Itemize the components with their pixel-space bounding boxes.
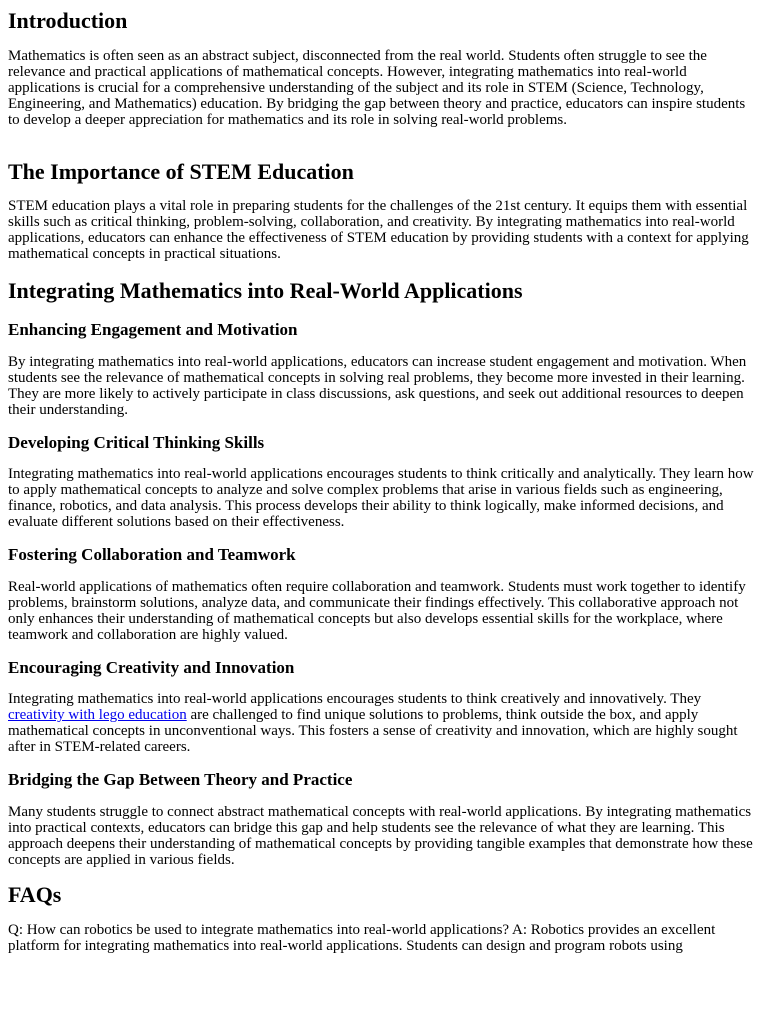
heading-introduction: Introduction [8, 8, 128, 33]
heading-engagement-motivation: Enhancing Engagement and Motivation [8, 320, 298, 339]
heading-stem-education: The Importance of STEM Education [8, 159, 354, 184]
paragraph-bridging-gap: Many students struggle to connect abstract mathematical concepts with real-world applications. By integrating mathematics into practical contexts, educators can bridge this gap and help students see the relevance of what they are learning. This approach deepens their understanding of mathematical concepts by providing tangible examples that demonstrate how these concepts are applied in various fields. [8, 804, 753, 868]
paragraph-creativity-innovation [8, 691, 760, 755]
heading-bridging-gap: Bridging the Gap Between Theory and Practice [8, 770, 353, 789]
creativity-lego-education-link[interactable]: creativity with lego education [8, 707, 187, 723]
paragraph-critical-thinking: Integrating mathematics into real-world applications encourages students to think critically and analytically. They learn how to apply mathematical concepts to analyze and solve complex problems that arise in various fields such as engineering, finance, robotics, and data analysis. This process develops their ability to think logically, make informed decisions, and evaluate different solutions based on their effectiveness. [8, 466, 754, 530]
paragraph-engagement-motivation: By integrating mathematics into real-world applications, educators can increase student engagement and motivation. When students see the relevance of mathematical concepts in solving real problems, they become more invested in their learning. They are more likely to actively participate in class discussions, ask questions, and seek out additional resources to deepen their understanding. [8, 354, 747, 418]
paragraph-creativity-text-after: are challenged to find unique solutions to problems, think outside the box, and apply mathematical concepts in unconventional ways. This fosters a sense of creativity and innovation, which are highly sought after in STEM-related careers. [8, 707, 738, 755]
paragraph-creativity-text-before: Integrating mathematics into real-world applications encourages students to think creatively and innovatively. They [8, 691, 702, 707]
paragraph-collaboration-teamwork: Real-world applications of mathematics often require collaboration and teamwork. Students must work together to identify problems, brainstorm solutions, analyze data, and communicate their findings effectively. This collaborative approach not only enhances their understanding of mathematical concepts but also develops essential skills for the workplace, where teamwork and collaboration are highly valued. [8, 579, 746, 643]
heading-critical-thinking: Developing Critical Thinking Skills [8, 433, 265, 452]
heading-integrating-mathematics: Integrating Mathematics into Real-World Applications [8, 278, 523, 303]
heading-creativity-innovation: Encouraging Creativity and Innovation [8, 658, 295, 677]
paragraph-introduction: Mathematics is often seen as an abstract subject, disconnected from the real world. Students often struggle to see the relevance and practical applications of mathematical concepts. However, integrating mathematics into real-world applications is crucial for a comprehensive understanding of the subject and its role in STEM (Science, Technology, Engineering, and Mathematics) education. By bridging the gap between theory and practice, educators can inspire students to develop a deeper appreciation for mathematics and its role in solving real-world problems. [8, 48, 746, 128]
heading-faqs: FAQs [8, 882, 62, 907]
heading-collaboration-teamwork: Fostering Collaboration and Teamwork [8, 545, 296, 564]
paragraph-faq-robotics: Q: How can robotics be used to integrate mathematics into real-world applications? A: Robotics provides an excellent platform for integrating mathematics into real-world applications. Students can design and program robots using [8, 922, 716, 954]
paragraph-stem-education: STEM education plays a vital role in preparing students for the challenges of the 21st century. It equips them with essential skills such as critical thinking, problem-solving, collaboration, and creativity. By integrating mathematics into real-world applications, educators can enhance the effectiveness of STEM education by providing students with a context for applying mathematical concepts in practical situations. [8, 198, 749, 262]
